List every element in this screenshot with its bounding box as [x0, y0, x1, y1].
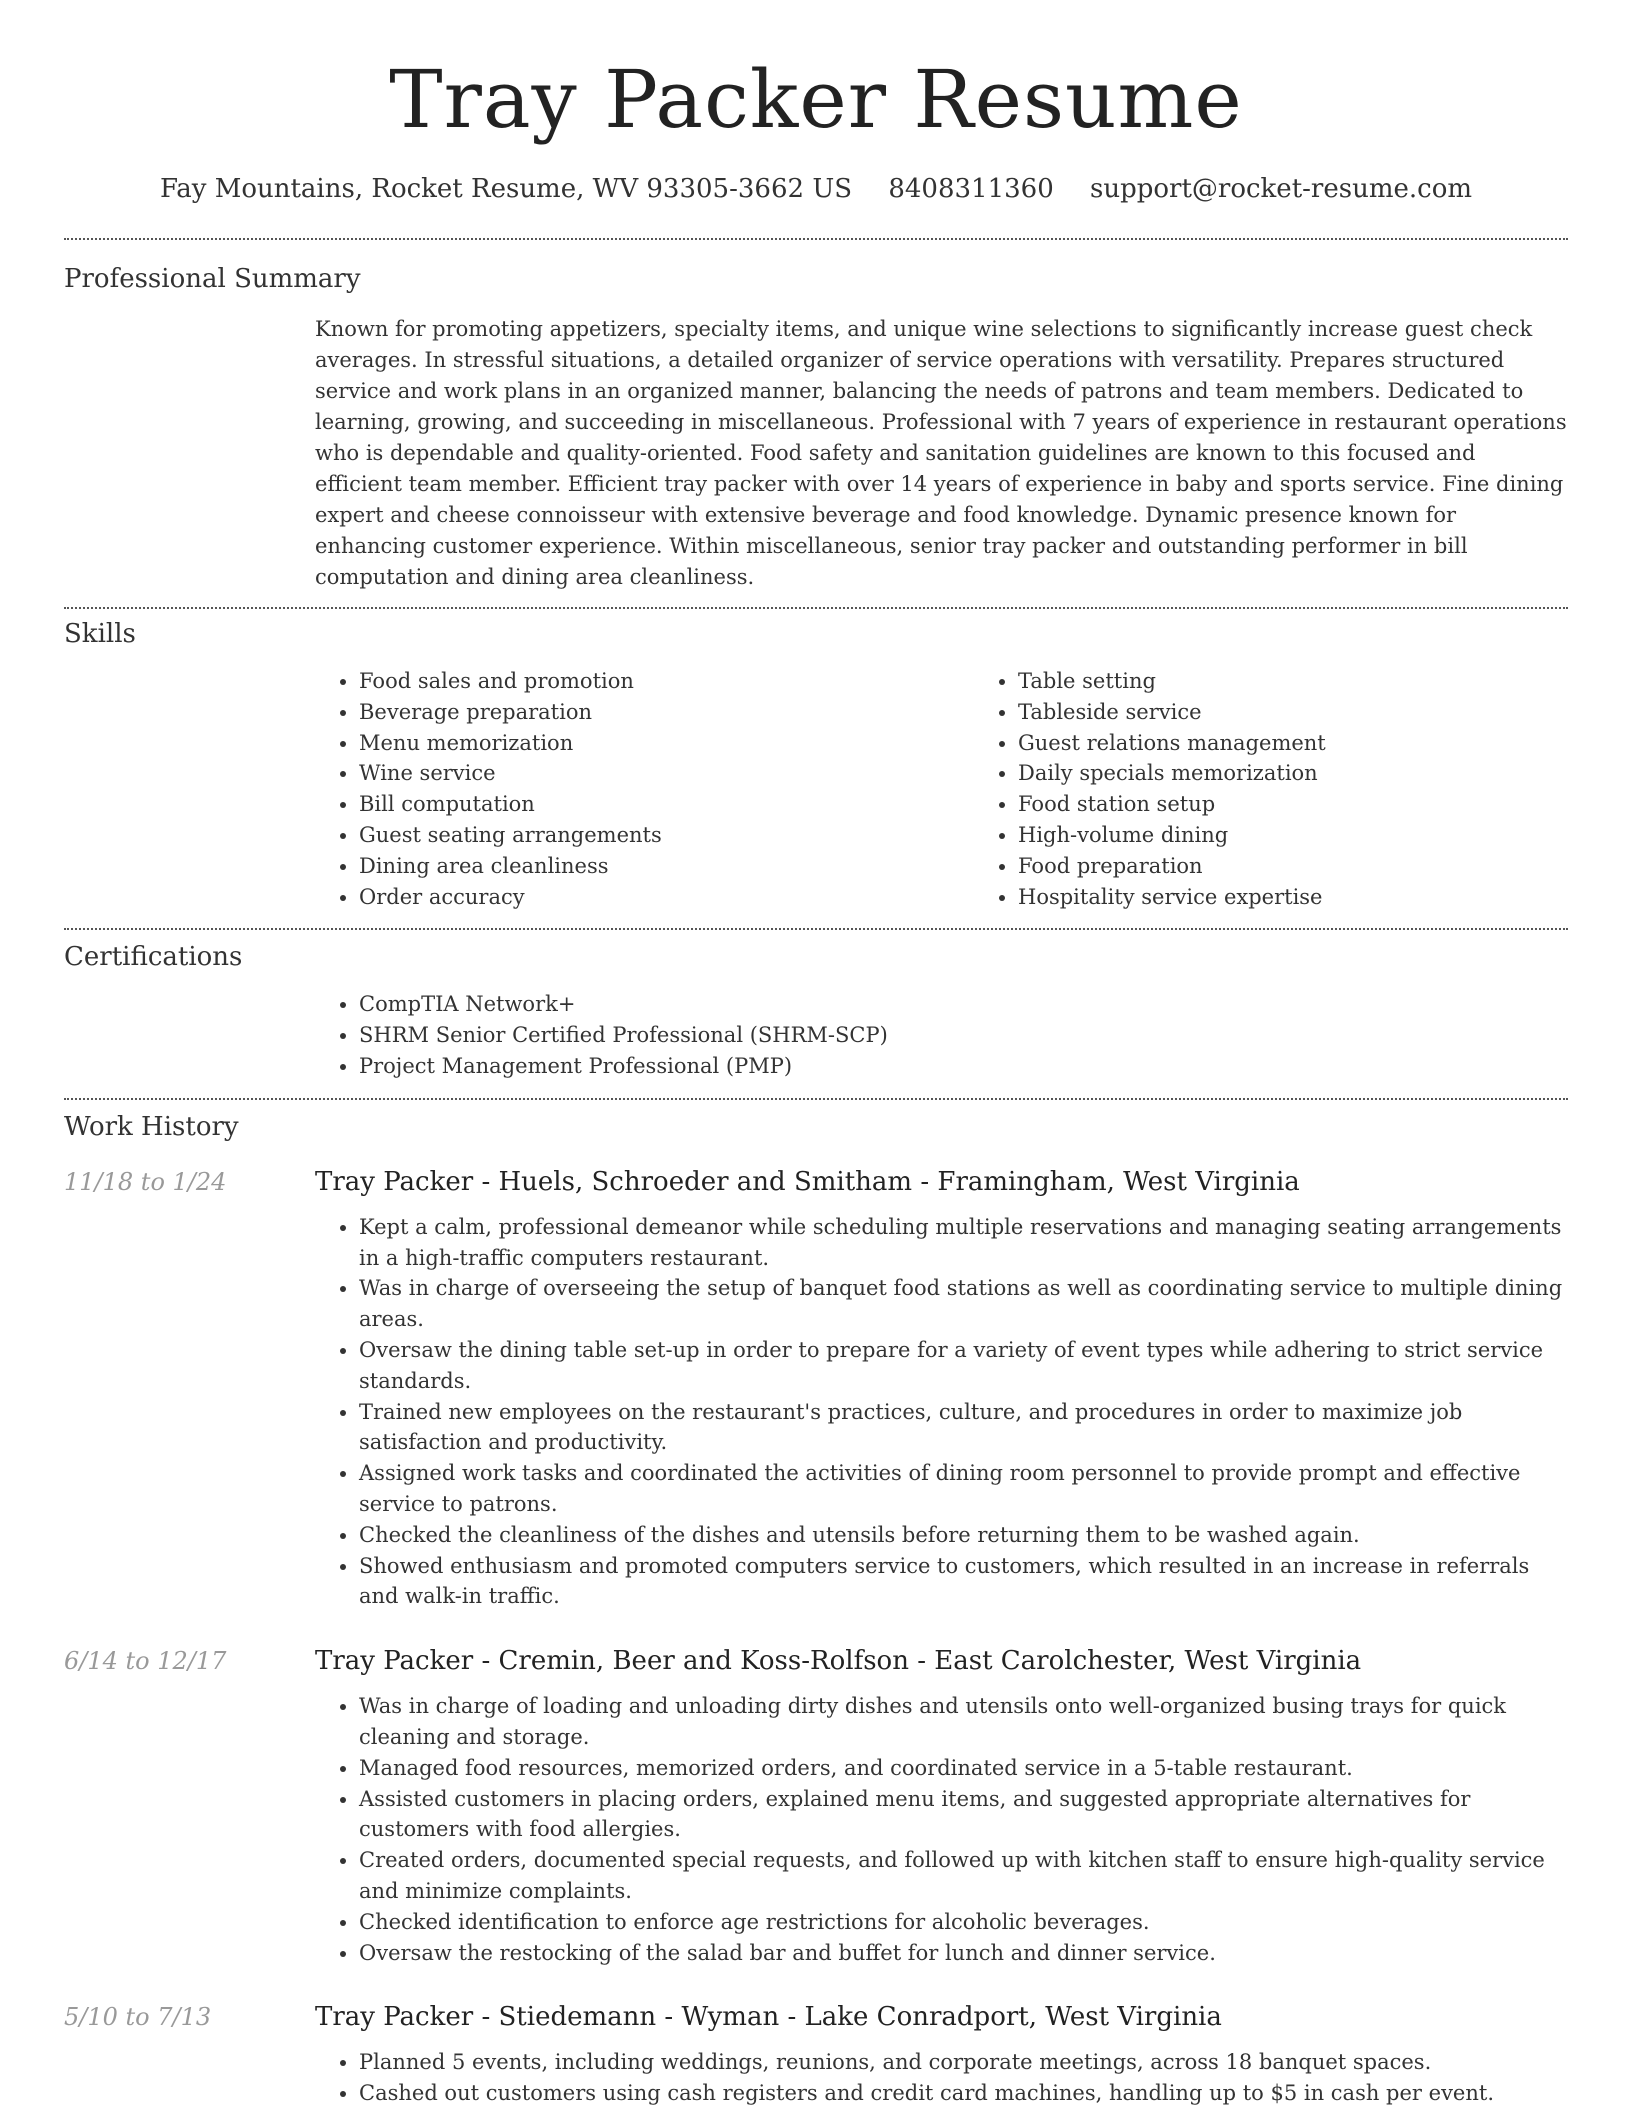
certifications-list	[315, 989, 1568, 1081]
job-entry	[64, 2001, 1568, 2109]
job-bullet: • Checked the cleanliness of the dishes and utensils before returning them to be washed again.	[359, 1520, 1568, 1551]
job-bullets	[315, 1212, 1568, 1612]
job-dates: 11/18 to 1/24	[64, 1167, 227, 1196]
skill-item: • Guest relations management	[1018, 728, 1632, 759]
job-bullets	[315, 2047, 1568, 2109]
skill-item: • High-volume dining	[1018, 820, 1632, 851]
skill-item: • Daily specials memorization	[1018, 758, 1632, 789]
skill-item: • Food sales and promotion	[359, 666, 974, 697]
job-bullet: • Planned 5 events, including weddings, reunions, and corporate meetings, across 18 banquet spaces.	[359, 2047, 1568, 2078]
job-bullet: • Assisted customers in placing orders, explained menu items, and suggested appropriate alternatives for customers with food allergies.	[359, 1784, 1568, 1846]
job-bullet: • Checked identification to enforce age restrictions for alcoholic beverages.	[359, 1907, 1568, 1938]
section-heading-skills: Skills	[64, 619, 136, 649]
job-bullet: • Oversaw the dining table set-up in order to prepare for a variety of event types while adhering to strict service standards.	[359, 1335, 1568, 1397]
job-bullets	[315, 1691, 1568, 1968]
job-bullet: • Assigned work tasks and coordinated the activities of dining room personnel to provide prompt and effective service to patrons.	[359, 1458, 1568, 1520]
contact-phone: 8408311360	[888, 174, 1054, 204]
certifications-section	[64, 930, 1568, 1081]
contact-email: support@rocket-resume.com	[1090, 174, 1473, 204]
skill-item: • Dining area cleanliness	[359, 851, 974, 882]
skill-item: • Order accuracy	[359, 882, 974, 913]
summary-section	[64, 240, 1568, 593]
job-bullet: • Trained new employees on the restaurant's practices, culture, and procedures in order to maximize job satisfaction and productivity.	[359, 1397, 1568, 1459]
skill-item: • Table setting	[1018, 666, 1632, 697]
job-bullet: • Cashed out customers using cash registers and credit card machines, handling up to $5 in cash per event.	[359, 2078, 1568, 2109]
job-bullet: • Created orders, documented special requests, and followed up with kitchen staff to ensure high-quality service and minimize complaints.	[359, 1845, 1568, 1907]
job-title: Tray Packer - Stiedemann - Wyman - Lake Conradport, West Virginia	[315, 2002, 1222, 2033]
certification-item: • Project Management Professional (PMP)	[359, 1051, 1568, 1082]
section-heading-work-history: Work History	[64, 1111, 239, 1142]
skill-item: • Hospitality service expertise	[1018, 882, 1632, 913]
skill-item: • Food station setup	[1018, 789, 1632, 820]
skills-section	[64, 609, 1568, 912]
summary-text: Known for promoting appetizers, specialty items, and unique wine selections to significantly increase guest check averages. In stressful situations, a detailed organizer of service operations with versatility. Prepares structured service and work plans in an organized manner, balancing the needs of patrons and team members. Dedicated to learning, growing, and succeeding in miscellaneous. Professional with 7 years of experience in restaurant operations who is dependable and quality-oriented. Food safety and sanitation guidelines are known to this focused and efficient team member. Efficient tray packer with over 14 years of experience in baby and sports service. Fine dining expert and cheese connoisseur with extensive beverage and food knowledge. Dynamic presence known for enhancing customer experience. Within miscellaneous, senior tray packer and outstanding performer in bill computation and dining area cleanliness.	[315, 317, 1567, 589]
certification-item: • SHRM Senior Certified Professional (SHRM-SCP)	[359, 1020, 1568, 1051]
job-dates: 6/14 to 12/17	[64, 1647, 227, 1676]
skill-item: • Menu memorization	[359, 728, 974, 759]
job-dates: 5/10 to 7/13	[64, 2003, 212, 2032]
job-bullet: • Kept a calm, professional demeanor while scheduling multiple reservations and managing seating arrangements in a high-traffic computers restaurant.	[359, 1212, 1568, 1274]
skill-item: • Food preparation	[1018, 851, 1632, 882]
skill-item: • Beverage preparation	[359, 697, 974, 728]
skill-item: • Guest seating arrangements	[359, 820, 974, 851]
job-bullet: • Was in charge of overseeing the setup of banquet food stations as well as coordinating service to multiple dining areas.	[359, 1273, 1568, 1335]
skill-item: • Bill computation	[359, 789, 974, 820]
work-history-section	[64, 1100, 1568, 2109]
job-entry	[64, 1166, 1568, 1612]
contact-address: Fay Mountains, Rocket Resume, WV 93305-3662 US	[159, 174, 853, 204]
skills-list-left	[315, 666, 974, 912]
skill-item: • Wine service	[359, 758, 974, 789]
job-title: Tray Packer - Cremin, Beer and Koss-Rolfson - East Carolchester, West Virginia	[315, 1646, 1362, 1677]
job-entry	[64, 1645, 1568, 1968]
skills-list-right	[974, 666, 1632, 912]
job-bullet: • Oversaw the restocking of the salad bar and buffet for lunch and dinner service.	[359, 1938, 1568, 1969]
section-heading-summary: Professional Summary	[64, 264, 361, 294]
job-bullet: • Showed enthusiasm and promoted computers service to customers, which resulted in an increase in referrals and walk-in traffic.	[359, 1551, 1568, 1613]
contact-line	[64, 172, 1568, 206]
job-bullet: • Was in charge of loading and unloading dirty dishes and utensils onto well-organized busing trays for quick cleaning and storage.	[359, 1691, 1568, 1753]
certification-item: • CompTIA Network+	[359, 989, 1568, 1020]
resume-title: Tray Packer Resume	[389, 53, 1243, 146]
job-title: Tray Packer - Huels, Schroeder and Smitham - Framingham, West Virginia	[315, 1166, 1300, 1197]
skill-item: • Tableside service	[1018, 697, 1632, 728]
section-heading-certifications: Certifications	[64, 942, 243, 973]
job-bullet: • Managed food resources, memorized orders, and coordinated service in a 5-table restaurant.	[359, 1753, 1568, 1784]
